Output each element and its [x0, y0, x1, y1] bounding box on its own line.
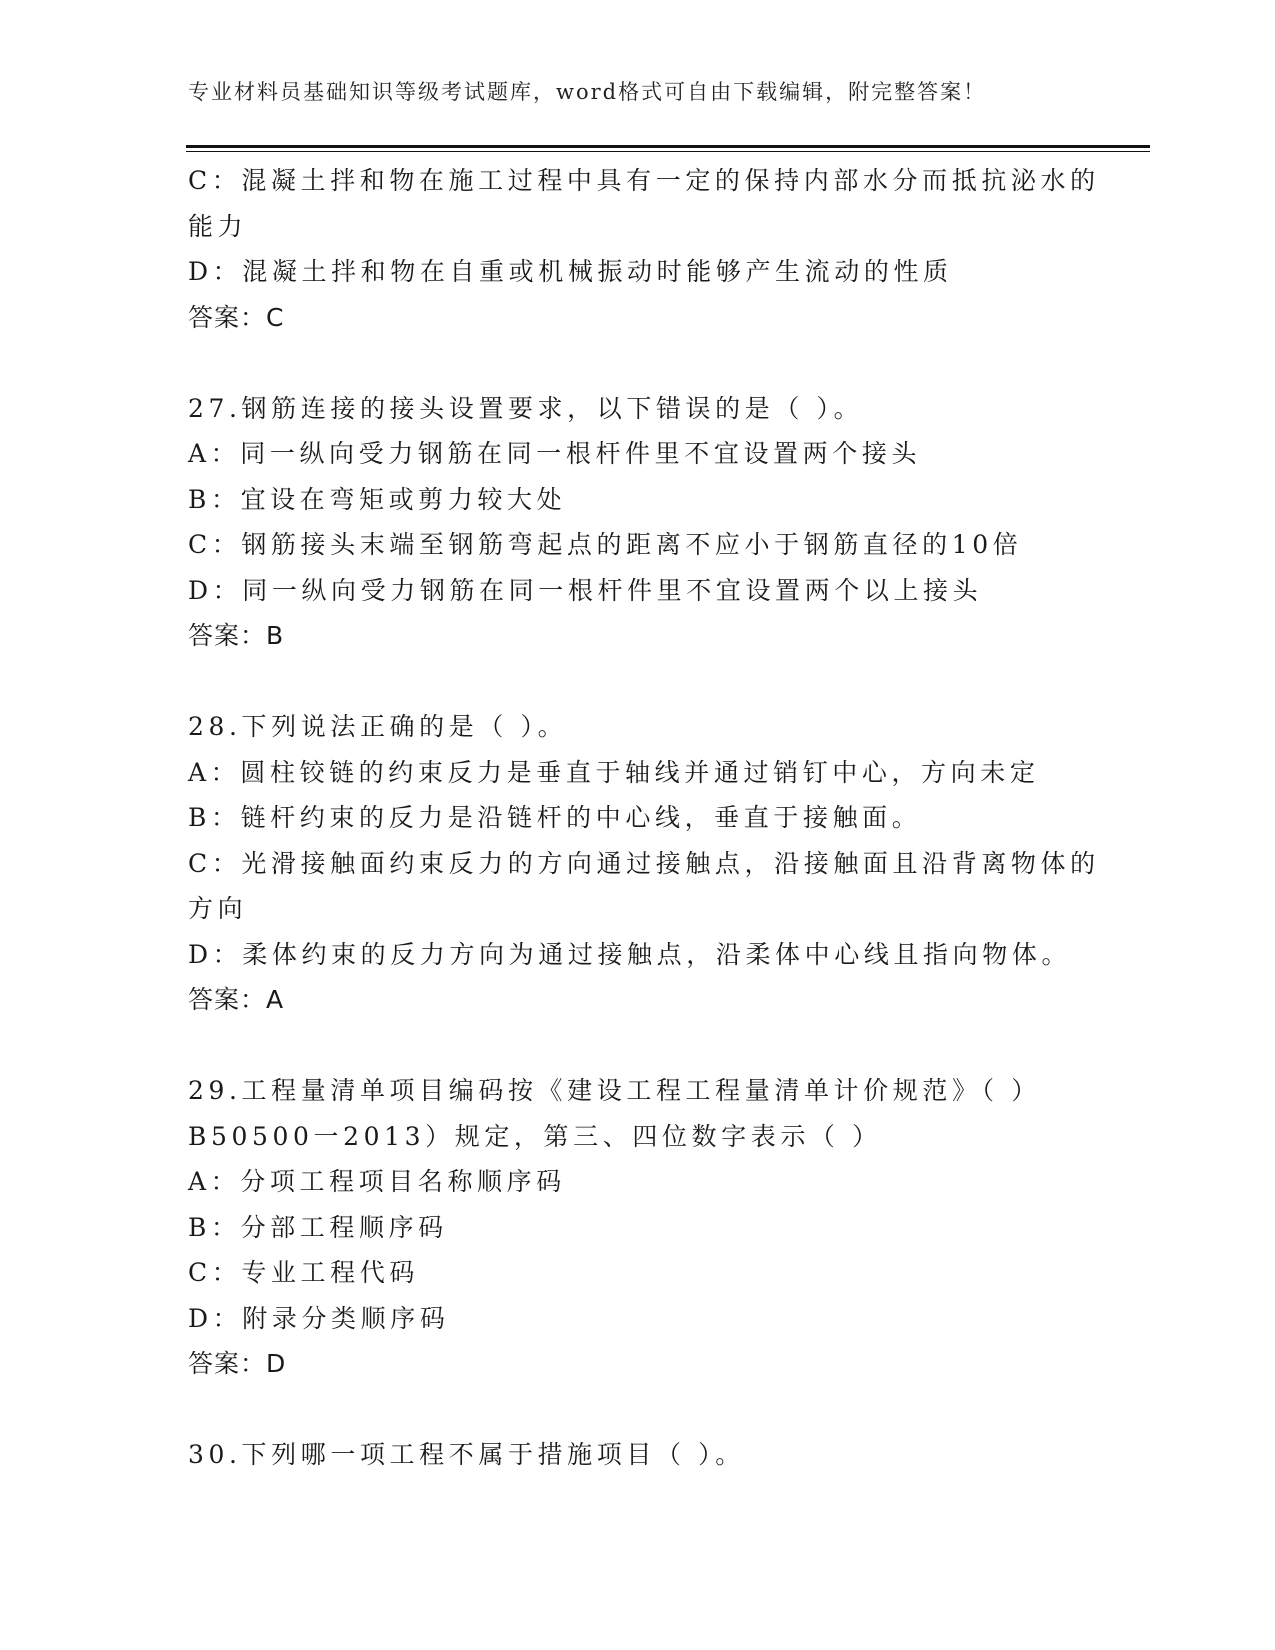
option-a: A：同一纵向受力钢筋在同一根杆件里不宜设置两个接头: [188, 439, 922, 468]
answer-line: 答案：C: [188, 302, 285, 332]
question-stem: 28.下列说法正确的是（ ）。: [188, 712, 568, 741]
question-stem-wrap: B50500一2013）规定，第三、四位数字表示（ ）: [188, 1121, 882, 1151]
document-body: [188, 158, 1100, 1478]
answer-line: 答案：B: [188, 621, 285, 650]
option-c: C：混凝土拌和物在施工过程中具有一定的保持内部水分而抵抗泌水的: [188, 166, 1100, 195]
spacer: [188, 1387, 1078, 1433]
option-a: A：分项工程项目名称顺序码: [188, 1167, 566, 1196]
option-b: B：分部工程顺序码: [188, 1212, 448, 1242]
spacer: [188, 1023, 1078, 1069]
answer-line: 答案：D: [188, 1349, 287, 1378]
option-d: D：附录分类顺序码: [188, 1303, 450, 1333]
question-30: [188, 1432, 1078, 1478]
question-27: [188, 386, 1078, 659]
header-rule-thin: [186, 151, 1150, 152]
spacer: [188, 340, 1078, 386]
option-d: D：同一纵向受力钢筋在同一根杆件里不宜设置两个以上接头: [188, 575, 983, 605]
question-stem: 30.下列哪一项工程不属于措施项目（ ）。: [188, 1440, 745, 1469]
option-c: C：专业工程代码: [188, 1258, 419, 1287]
question-stem: 27.钢筋连接的接头设置要求，以下错误的是（ ）。: [188, 393, 864, 423]
question-26-continuation: [188, 158, 1100, 340]
option-c: C：光滑接触面约束反力的方向通过接触点，沿接触面且沿背离物体的: [188, 848, 1100, 878]
header-rule-thick: [186, 145, 1150, 148]
spacer: [188, 659, 1078, 705]
option-b: B：链杆约束的反力是沿链杆的中心线，垂直于接触面。: [188, 803, 922, 832]
option-a: A：圆柱铰链的约束反力是垂直于轴线并通过销钉中心，方向未定: [188, 757, 1040, 787]
option-c-wrap: 能力: [188, 211, 248, 241]
question-28: [188, 704, 1100, 1023]
option-d: D：混凝土拌和物在自重或机械振动时能够产生流动的性质: [188, 257, 953, 286]
answer-line: 答案：A: [188, 985, 285, 1014]
option-c-wrap: 方向: [188, 894, 248, 923]
question-29: [188, 1068, 1078, 1387]
question-stem: 29.工程量清单项目编码按《建设工程工程量清单计价规范》（ ）: [188, 1076, 1041, 1105]
option-b: B：宜设在弯矩或剪力较大处: [188, 484, 567, 514]
page-header: 专业材料员基础知识等级考试题库，word格式可自由下载编辑，附完整答案！: [188, 80, 987, 104]
option-c: C：钢筋接头末端至钢筋弯起点的距离不应小于钢筋直径的10倍: [188, 530, 1023, 559]
option-d: D：柔体约束的反力方向为通过接触点，沿柔体中心线且指向物体。: [188, 939, 1072, 969]
